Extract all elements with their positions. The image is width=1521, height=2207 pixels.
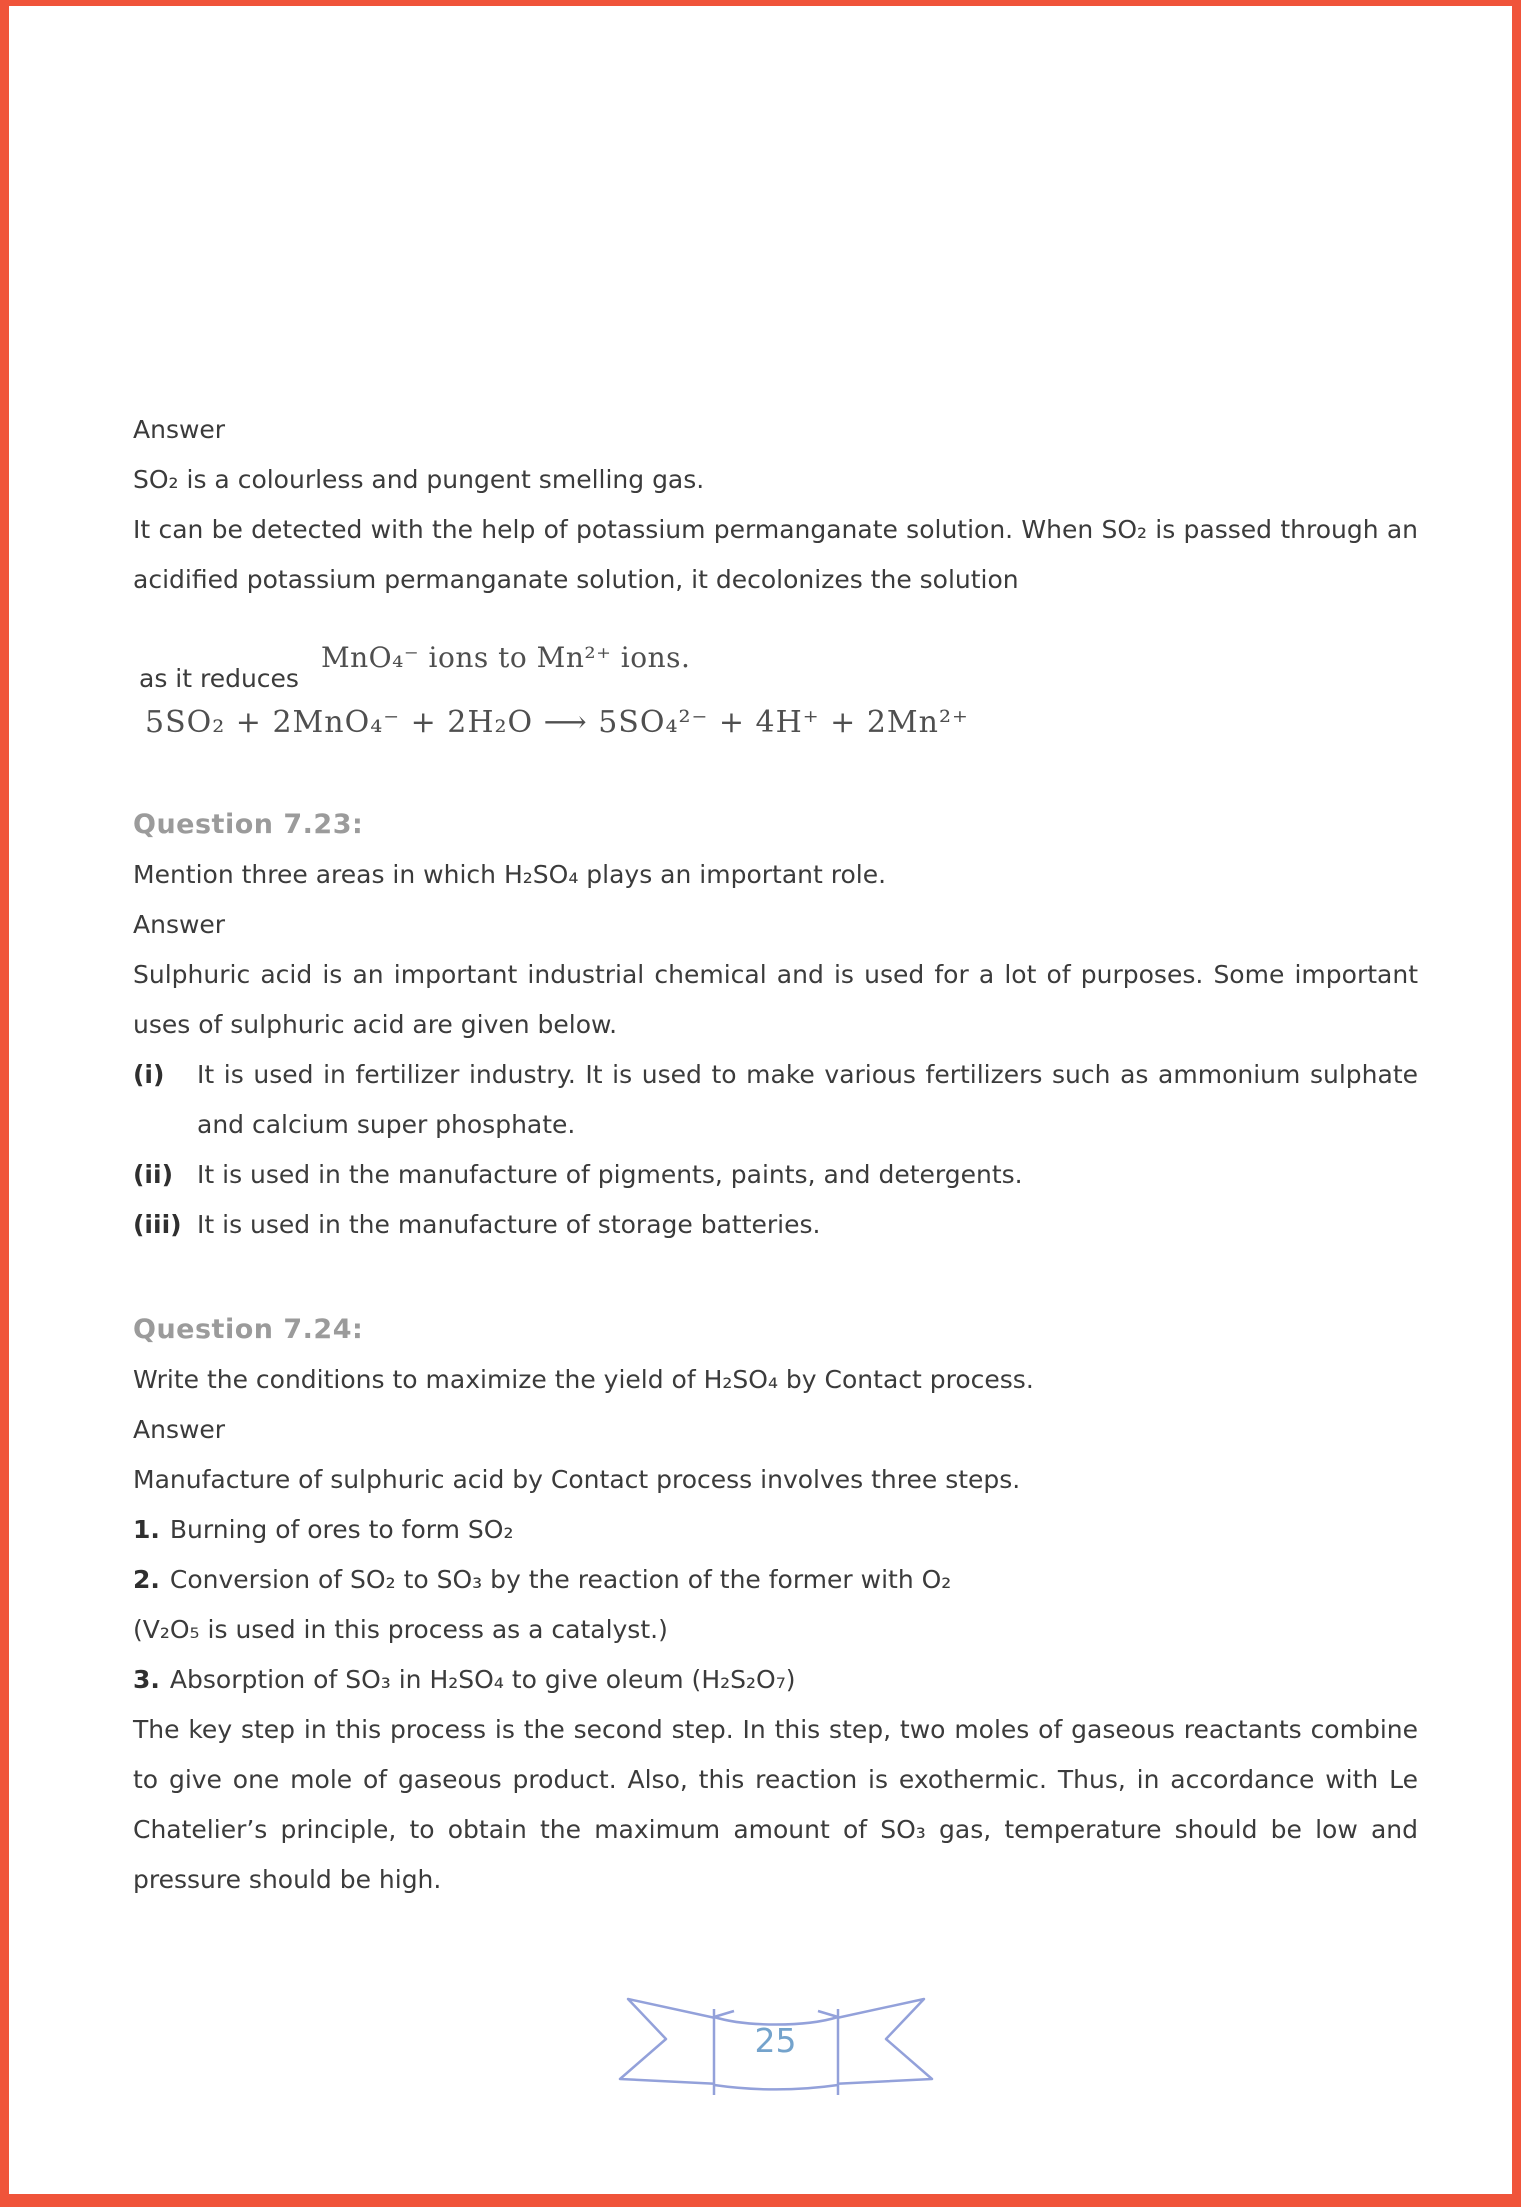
list-marker-iii: (iii) bbox=[133, 1210, 182, 1239]
list-item-i bbox=[133, 1050, 1418, 1150]
q24-intro-line: Manufacture of sulphuric acid by Contact process involves three steps. bbox=[133, 1465, 1021, 1494]
page-content bbox=[133, 405, 1418, 2105]
q24-conclusion-paragraph: The key step in this process is the second step. In this step, two moles of gaseous reactants combine to give one mole of gaseous product. Also, this reaction is exothermic. Thus, in accordance with Le Chatelier’s principle, to obtain the maximum amount of SO₃ gas, temperature should be low and pressure should be high. bbox=[133, 1715, 1418, 1894]
list-text-ii: It is used in the manufacture of pigments, paints, and detergents. bbox=[197, 1160, 1023, 1189]
question-7-24-heading: Question 7.24: bbox=[133, 1314, 364, 1345]
mno4-ions-formula: MnO₄⁻ ions to Mn²⁺ ions. bbox=[320, 641, 691, 674]
step-1 bbox=[133, 1505, 1418, 1555]
q23-intro-paragraph: Sulphuric acid is an important industrial chemical and is used for a lot of purposes. Some important uses of sulphuric acid are given below. bbox=[133, 960, 1418, 1039]
step-2-text: Conversion of SO₂ to SO₃ by the reaction of the former with O₂ bbox=[169, 1565, 952, 1594]
list-text-iii: It is used in the manufacture of storage batteries. bbox=[197, 1210, 821, 1239]
step-3-text: Absorption of SO₃ in H₂SO₄ to give oleum (H₂S₂O₇) bbox=[169, 1665, 796, 1694]
list-item-ii bbox=[133, 1150, 1418, 1200]
detect-paragraph: It can be detected with the help of potassium permanganate solution. When SO₂ is passed through an acidified potassium permanganate solution, it decolonizes the solution bbox=[133, 515, 1418, 594]
step-3 bbox=[133, 1655, 1418, 1705]
step-1-marker: 1. bbox=[133, 1515, 160, 1544]
reduces-prefix-text: as it reduces bbox=[139, 664, 299, 693]
answer-label-1: Answer bbox=[133, 415, 226, 444]
step-3-marker: 3. bbox=[133, 1665, 160, 1694]
answer-label-3: Answer bbox=[133, 1415, 226, 1444]
list-text-i: It is used in fertilizer industry. It is used to make various fertilizers such as ammonium sulphate and calcium super phosphate. bbox=[197, 1060, 1418, 1139]
catalyst-note: (V₂O₅ is used in this process as a catalyst.) bbox=[133, 1615, 668, 1644]
list-marker-i: (i) bbox=[133, 1060, 165, 1089]
step-2 bbox=[133, 1555, 1418, 1605]
list-item-iii bbox=[133, 1200, 1418, 1250]
question-7-23-heading: Question 7.23: bbox=[133, 809, 364, 840]
so2-gas-line: SO₂ is a colourless and pungent smelling gas. bbox=[133, 465, 705, 494]
question-7-23-text: Mention three areas in which H₂SO₄ plays an important role. bbox=[133, 860, 887, 889]
answer-label-2: Answer bbox=[133, 910, 226, 939]
page-number-ribbon bbox=[606, 1987, 946, 2105]
step-1-text: Burning of ores to form SO₂ bbox=[169, 1515, 514, 1544]
page-number: 25 bbox=[754, 2021, 797, 2060]
reduces-line bbox=[133, 623, 1418, 695]
step-2-marker: 2. bbox=[133, 1565, 160, 1594]
redox-equation: 5SO₂ + 2MnO₄⁻ + 2H₂O ⟶ 5SO₄²⁻ + 4H⁺ + 2Mn²⁺ bbox=[145, 705, 969, 740]
list-marker-ii: (ii) bbox=[133, 1160, 173, 1189]
question-7-24-text: Write the conditions to maximize the yield of H₂SO₄ by Contact process. bbox=[133, 1365, 1034, 1394]
